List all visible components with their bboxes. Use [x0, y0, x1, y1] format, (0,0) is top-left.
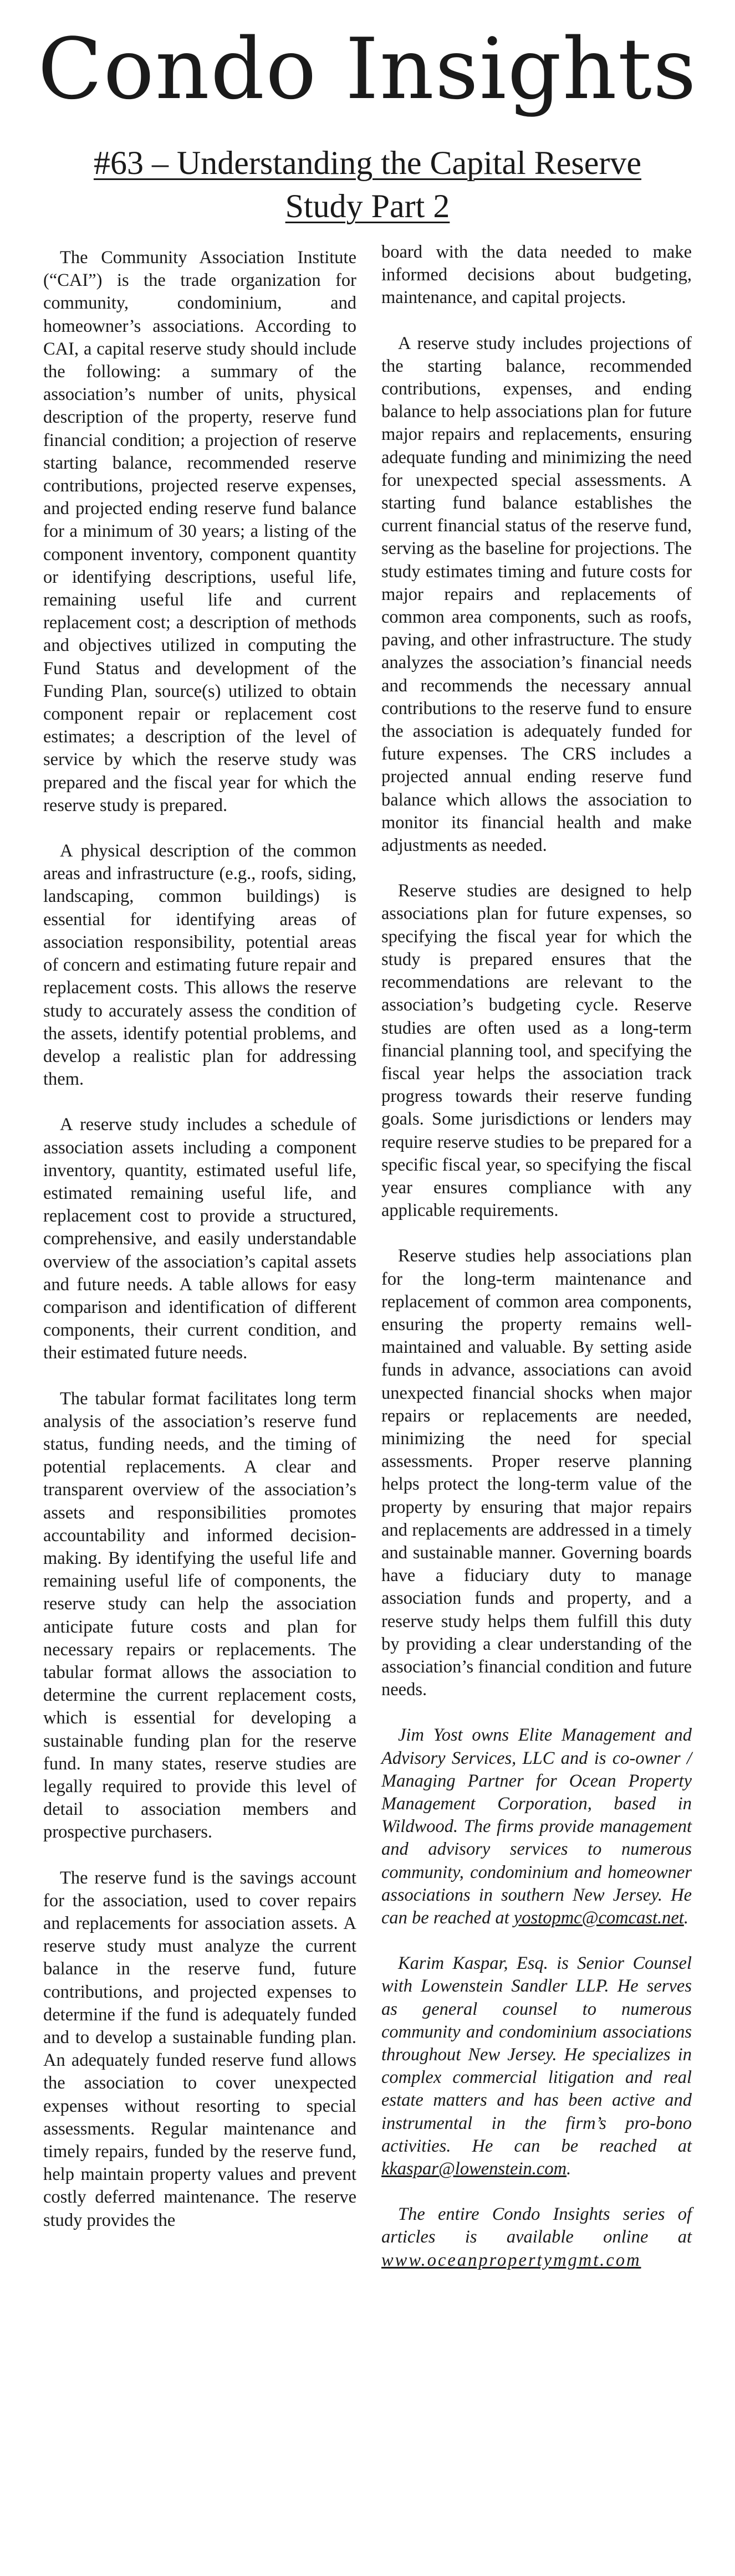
website-link[interactable]: www.oceanpropertymgmt.com	[381, 2250, 641, 2270]
paragraph-asset-schedule: A reserve study includes a schedule of association assets including a component inventory, quantity, estimated useful life, estimated remaining useful life, and replacement cost to provide a structured, comprehensive, and easily understandable overview of the association’s capital assets and future needs. A table allows for easy comparison and identification of different components, their current condition, and their estimated future needs.	[43, 1115, 356, 1363]
bio-kaspar-text: Karim Kaspar, Esq. is Senior Counsel with Lowenstein Sandler LLP. He serves as general counsel to numerous community and condominium associations throughout New Jersey. He specializes in complex commercial litigation and real estate matters and has been active and instrumental in the firm’s pro-bono activities. He can be reached at	[381, 1953, 692, 2156]
author-bio-yost	[381, 1724, 692, 1930]
email-link-yost[interactable]: yostopmc@comcast.net	[513, 1908, 684, 1928]
article-subtitle: #63 – Understanding the Capital Reserve Study Part 2	[93, 145, 642, 224]
right-column	[381, 241, 692, 2272]
bio-yost-text: Jim Yost owns Elite Management and Advisory Services, LLC and is co-owner / Managing Partner for Ocean Property Management Corporation, based in Wildwood. The firms provide management and advisory services to numerous community, condominium and homeowner associations in southern New Jersey. He can be reached at	[381, 1725, 692, 1928]
paragraph-tabular-format: The tabular format facilitates long term analysis of the association’s reserve fund status, funding needs, and the timing of potential replacements. A clear and transparent overview of the association’s assets and responsibilities promotes accountability and informed decision-making. By identifying the useful life and remaining useful life of components, the reserve study can help the association anticipate future costs and plan for necessary repairs or replacements. The tabular format allows the association to determine the current replacement costs, which is essential for developing a sustainable funding plan for the reserve fund. In many states, reserve studies are legally required to provide this level of detail to association members and prospective purchasers.	[43, 1388, 356, 1843]
paragraph-reserve-fund: The reserve fund is the savings account for the association, used to cover repairs and replacements for association assets. A reserve study must analyze the current balance in the reserve fund, future contributions, and projected expenses to determine if the fund is adequately funded and to develop a sustainable funding plan. An adequately funded reserve fund allows the association to cover unexpected expenses without resorting to special assessments. Regular maintenance and timely repairs, funded by the reserve fund, help maintain property values and prevent costly deferred maintenance. The reserve study provides the	[43, 1867, 356, 2230]
left-column	[43, 247, 356, 2255]
paragraph-fiscal-year: Reserve studies are designed to help associations plan for future expenses, so specifying the fiscal year for which the study is prepared ensures that the recommendations are relevant to the association’s budgeting cycle. Reserve studies are often used as a long-term financial planning tool, and specifying the fiscal year helps the association track progress towards their reserve funding goals. Some jurisdictions or lenders may require reserve studies to be prepared for a specific fiscal year, so specifying the fiscal year ensures compliance with any applicable requirements.	[381, 881, 692, 1221]
bio-yost-end: .	[683, 1908, 688, 1928]
paragraph-projections: A reserve study includes projections of the starting balance, recommended contributions, expenses, and ending balance to help associations plan for future major repairs and replacements, ensuring adequate funding and minimizing the need for unexpected special assessments. A starting fund balance establishes the current financial status of the reserve fund, serving as the baseline for projections. The study estimates timing and future costs for major repairs and replacements of common area components, such as roofs, paving, and other infrastructure. The study analyzes the association’s financial needs and recommends the necessary annual contributions to the reserve fund to ensure the association is adequately funded for future expenses. The CRS includes a projected annual ending reserve fund balance which allows the association to monitor its financial health and make adjustments as needed.	[381, 333, 692, 856]
bio-kaspar-end: .	[566, 2159, 571, 2179]
series-note-text: The entire Condo Insights series of articles is available online at	[381, 2204, 692, 2247]
paragraph-long-term-maintenance: Reserve studies help associations plan for the long-term maintenance and replacement of common area components, ensuring the property remains well-maintained and valuable. By setting aside funds in advance, associations can avoid unexpected financial shocks when major repairs or replacements are needed, minimizing the need for special assessments. Proper reserve planning helps protect the long-term value of the property by ensuring that major repairs and replacements are addressed in a timely and sustainable manner. Governing boards have a fiduciary duty to manage association funds and property, and a reserve study helps them fulfill this duty by providing a clear understanding of the association’s financial condition and future needs.	[381, 1246, 692, 1700]
series-note	[381, 2203, 692, 2272]
paragraph-continuation: board with the data needed to make informed decisions about budgeting, maintenance, and capital projects.	[381, 242, 692, 308]
paragraph-physical-description: A physical description of the common areas and infrastructure (e.g., roofs, siding, landscaping, common buildings) is essential for identifying areas of association responsibility, potential areas of concern and estimating future repair and replacement costs. This allows the reserve study to accurately assess the condition of the assets, identify potential problems, and develop a realistic plan for addressing them.	[43, 841, 356, 1090]
email-link-kaspar[interactable]: kkaspar@lowenstein.com	[381, 2159, 567, 2179]
author-bio-kaspar	[381, 1952, 692, 2180]
paragraph-cai-definition: The Community Association Institute (“CAI”) is the trade organization for community, condominium, and homeowner’s associations. According to CAI, a capital reserve study should include the following: a summary of the association’s number of units, physical description of the property, reserve fund financial condition; a projection of reserve starting balance, recommended reserve contributions, projected reserve expenses, and projected ending reserve fund balance for a minimum of 30 years; a listing of the component inventory, component quantity or identifying descriptions, useful life, remaining useful life and current replacement cost; a description of methods and objectives utilized in computing the Fund Status and development of the Funding Plan, source(s) utilized to obtain component repair or replacement cost estimates; a description of the level of service by which the reserve study was prepared and the fiscal year for which the reserve study is prepared.	[43, 248, 356, 815]
masthead-title: Condo Insights	[38, 20, 697, 118]
